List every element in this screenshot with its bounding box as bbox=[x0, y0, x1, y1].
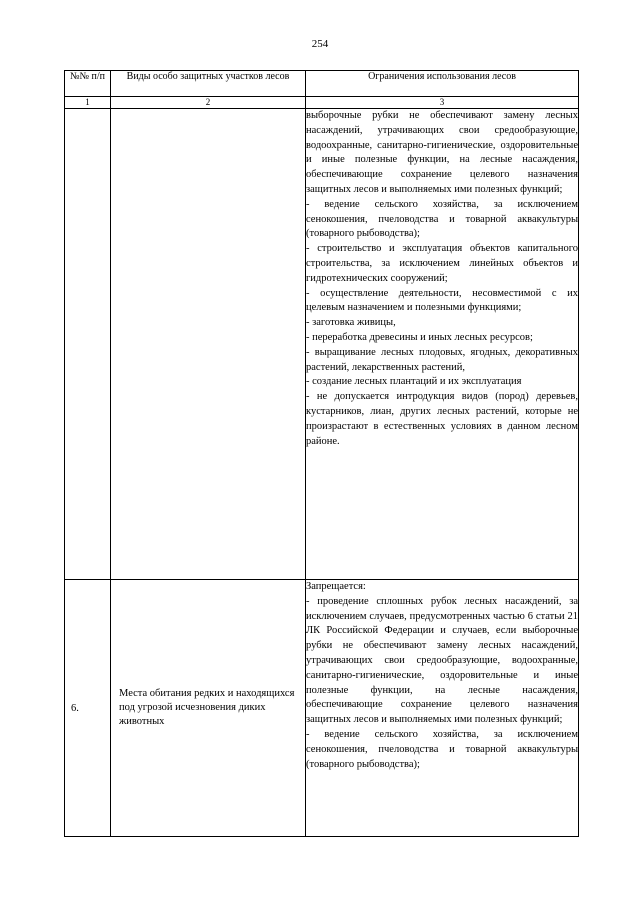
header-area-type: Виды особо защитных участков лесов bbox=[111, 71, 306, 97]
restriction-line: Запрещается: bbox=[306, 581, 366, 592]
restriction-line: - ведение сельского хозяйства, за исключением сенокошения, пчеловодства и товарной аквакультуры (товарного рыбоводства); bbox=[306, 198, 578, 240]
column-number-row bbox=[65, 97, 579, 109]
restriction-line: - ведение сельского хозяйства, за исключением сенокошения, пчеловодства и товарной аквакультуры (товарного рыбоводства); bbox=[306, 728, 578, 770]
column-number: 2 bbox=[111, 97, 306, 109]
restriction-line: - строительство и эксплуатация объектов капитального строительства, за исключением линейных объектов и гидротехнических сооружений; bbox=[306, 243, 578, 284]
row-number: 6. bbox=[65, 580, 111, 837]
header-number: №№ п/п bbox=[65, 71, 111, 97]
column-number: 3 bbox=[306, 97, 579, 109]
forest-restrictions-table bbox=[64, 70, 579, 837]
table-row bbox=[65, 580, 579, 837]
restriction-line: - переработка древесины и иных лесных ресурсов; bbox=[306, 331, 533, 343]
table-row bbox=[65, 109, 579, 580]
column-number: 1 bbox=[65, 97, 111, 109]
row-number-cell bbox=[65, 109, 111, 580]
area-type-name: Места обитания редких и находящихся под угрозой исчезновения диких животных bbox=[111, 580, 306, 837]
restriction-line: выборочные рубки не обеспечивают замену лесных насаждений, утрачивающих свои средообразующие, водоохранные, санитарно-гигиенические, оздоровительные и иные полезные функции, на лесные насаждения, обеспечивающие сохранение целевого назначения защитных лесов и выполняемых ими полезных функций; bbox=[306, 110, 578, 195]
restriction-line: - осуществление деятельности, несовместимой с их целевым назначением и полезными функциями; bbox=[306, 287, 578, 314]
row-name-cell bbox=[111, 109, 306, 580]
restriction-line: - не допускается интродукция видов (пород) деревьев, кустарников, лиан, других лесных растений, которые не произрастают в естественных условиях в данном лесном районе. bbox=[306, 391, 578, 447]
restrictions-cell bbox=[306, 109, 579, 580]
restriction-line: - заготовка живицы, bbox=[306, 317, 396, 329]
restrictions-cell bbox=[306, 580, 579, 837]
page-number: 254 bbox=[311, 38, 329, 50]
table-header-row bbox=[65, 71, 579, 97]
restriction-line: - создание лесных плантаций и их эксплуатация bbox=[306, 376, 522, 388]
restriction-line: - выращивание лесных плодовых, ягодных, декоративных растений, лекарственных растений, bbox=[306, 346, 578, 373]
restriction-line: - проведение сплошных рубок лесных насаждений, за исключением случаев, предусмотренных частью 6 статьи 21 ЛК Российской Федерации и случаев, если выборочные рубки не обеспечивают замену лесных насаждений, утрачивающих свои средообразующие, водоохранные, санитарно-гигиенические, оздоровительные и иные полезные функции, на лесные насаждения, обеспечивающие сохранение целевого назначения защитных лесов и выполняемых ими полезных функций; bbox=[306, 595, 578, 726]
header-restrictions: Ограничения использования лесов bbox=[306, 71, 579, 97]
